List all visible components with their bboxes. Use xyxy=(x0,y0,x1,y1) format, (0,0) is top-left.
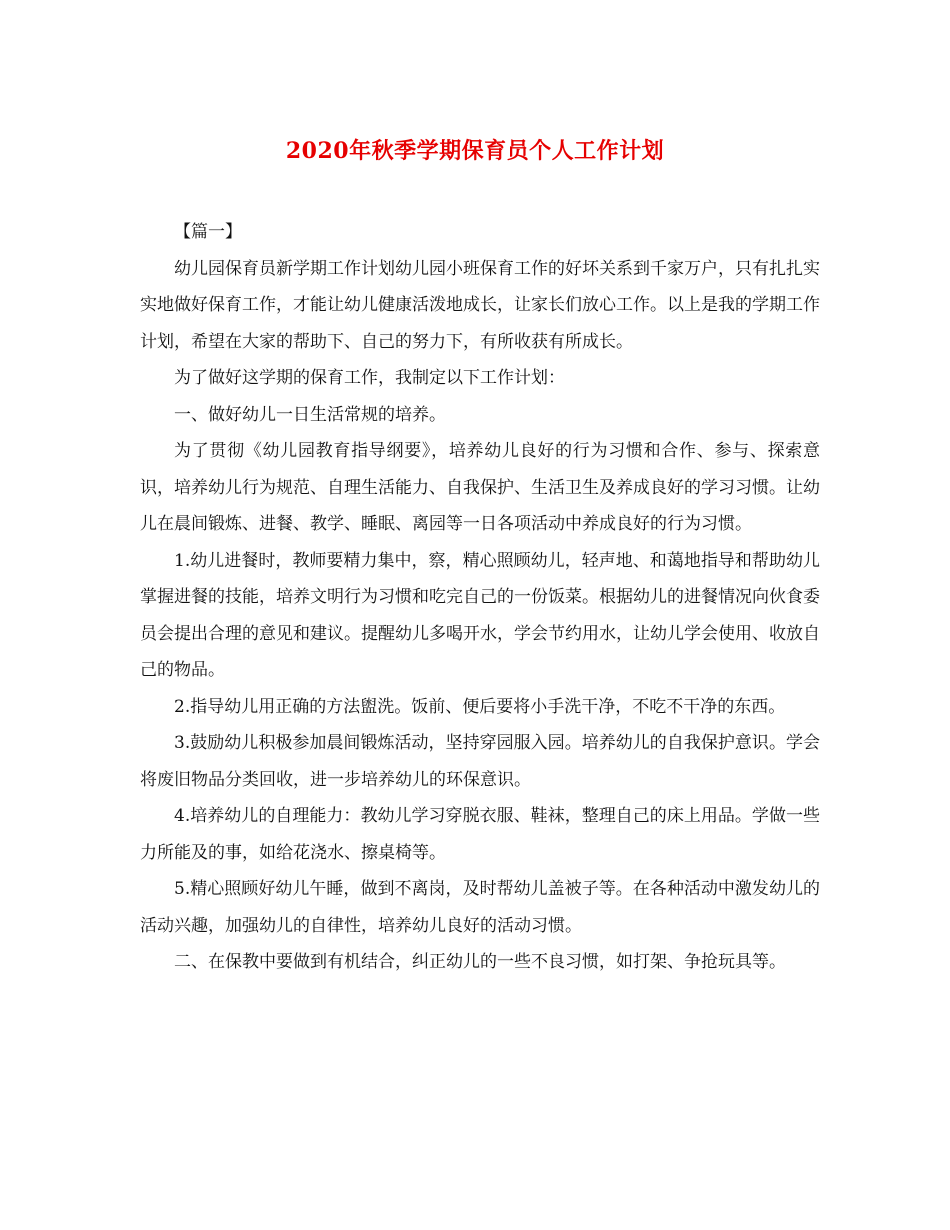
paragraph: 二、在保教中要做到有机结合，纠正幼儿的一些不良习惯，如打架、争抢玩具等。 xyxy=(174,952,786,972)
paragraph: 为了贯彻《幼儿园教育指导纲要》，培养幼儿良好的行为习惯和合作、参与、探索意识，培养幼儿行为规范、自理生活能力、自我保护、生活卫生及养成良好的学习习惯。让幼儿在晨间锻炼、进餐、教学、睡眠、离园等一日各项活动中养成良好的行为习惯。 xyxy=(140,441,820,534)
document-title: 2020年秋季学期保育员个人工作计划 xyxy=(285,138,665,164)
paragraph: 4.培养幼儿的自理能力：教幼儿学习穿脱衣服、鞋袜，整理自己的床上用品。学做一些力所能及的事，如给花浇水、擦桌椅等。 xyxy=(140,806,820,863)
section-heading: 【篇一】 xyxy=(174,222,242,242)
paragraph: 2.指导幼儿用正确的方法盥洗。饭前、便后要将小手洗干净，不吃不干净的东西。 xyxy=(174,696,786,717)
paragraph: 5.精心照顾好幼儿午睡，做到不离岗，及时帮幼儿盖被子等。在各种活动中激发幼儿的活动兴趣，加强幼儿的自律性，培养幼儿良好的活动习惯。 xyxy=(140,879,820,936)
paragraph: 幼儿园保育员新学期工作计划幼儿园小班保育工作的好坏关系到千家万户，只有扎扎实实地做好保育工作，才能让幼儿健康活泼地成长，让家长们放心工作。以上是我的学期工作计划，希望在大家的帮助下、自己的努力下，有所收获有所成长。 xyxy=(140,258,820,352)
paragraph: 一、做好幼儿一日生活常规的培养。 xyxy=(174,404,446,425)
paragraph: 1.幼儿进餐时，教师要精力集中，察，精心照顾幼儿，轻声地、和蔼地指导和帮助幼儿掌握进餐的技能，培养文明行为习惯和吃完自己的一份饭菜。根据幼儿的进餐情况向伙食委员会提出合理的意见和建议。提醒幼儿多喝开水，学会节约用水，让幼儿学会使用、收放自己的物品。 xyxy=(140,550,820,680)
document-body xyxy=(140,214,820,981)
paragraph: 为了做好这学期的保育工作，我制定以下工作计划： xyxy=(174,368,565,388)
paragraph: 3.鼓励幼儿积极参加晨间锻炼活动，坚持穿园服入园。培养幼儿的自我保护意识。学会将废旧物品分类回收，进一步培养幼儿的环保意识。 xyxy=(140,733,820,790)
